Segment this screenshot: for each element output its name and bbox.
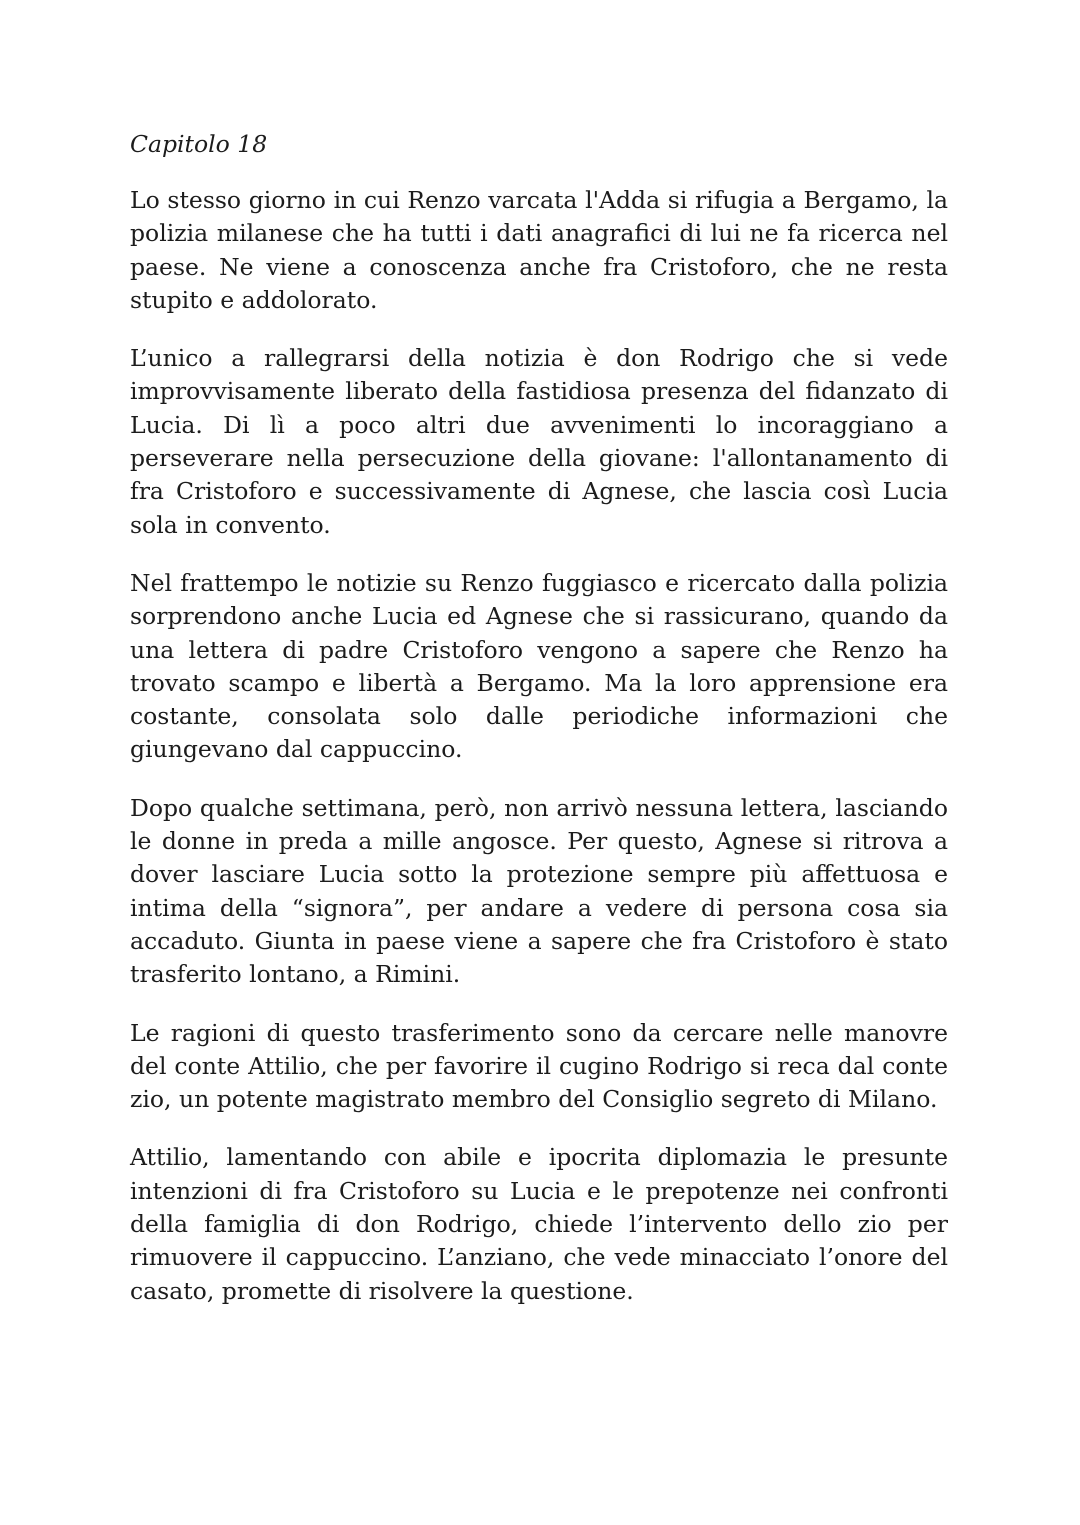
document-page	[130, 126, 948, 1333]
paragraph-4: Dopo qualche settimana, però, non arrivò nessuna lettera, lasciando le donne in preda a mille angosce. Per questo, Agnese si ritrova a dover lasciare Lucia sotto la protezione sempre più affettuosa e intima della “signora”, per andare a vedere di persona cosa sia accaduto. Giunta in paese viene a sapere che fra Cristoforo è stato trasferito lontano, a Rimini.	[130, 793, 948, 989]
paragraph-5: Le ragioni di questo trasferimento sono da cercare nelle manovre del conte Attilio, che per favorire il cugino Rodrigo si reca dal conte zio, un potente magistrato membro del Consiglio segreto di Milano.	[130, 1018, 948, 1114]
chapter-title: Capitolo 18	[130, 130, 268, 158]
paragraph-6: Attilio, lamentando con abile e ipocrita diplomazia le presunte intenzioni di fra Cristoforo su Lucia e le prepotenze nei confronti della famiglia di don Rodrigo, chiede l’intervento dello zio per rimuovere il cappuccino. L’anziano, che vede minacciato l’onore del casato, promette di risolvere la questione.	[130, 1143, 948, 1305]
paragraph-3: Nel frattempo le notizie su Renzo fuggiasco e ricercato dalla polizia sorprendono anche Lucia ed Agnese che si rassicurano, quando da una lettera di padre Cristoforo vengono a sapere che Renzo ha trovato scampo e libertà a Bergamo. Ma la loro apprensione era costante, consolata solo dalle periodiche informazioni che giungevano dal cappuccino.	[130, 568, 948, 764]
paragraph-2: L’unico a rallegrarsi della notizia è don Rodrigo che si vede improvvisamente liberato della fastidiosa presenza del fidanzato di Lucia. Di lì a poco altri due avvenimenti lo incoraggiano a perseverare nella persecuzione della giovane: l'allontanamento di fra Cristoforo e successivamente di Agnese, che lascia così Lucia sola in convento.	[130, 344, 948, 539]
paragraph-1: Lo stesso giorno in cui Renzo varcata l'Adda si rifugia a Bergamo, la polizia milanese che ha tutti i dati anagrafici di lui ne fa ricerca nel paese. Ne viene a conoscenza anche fra Cristoforo, che ne resta stupito e addolorato.	[130, 186, 948, 314]
